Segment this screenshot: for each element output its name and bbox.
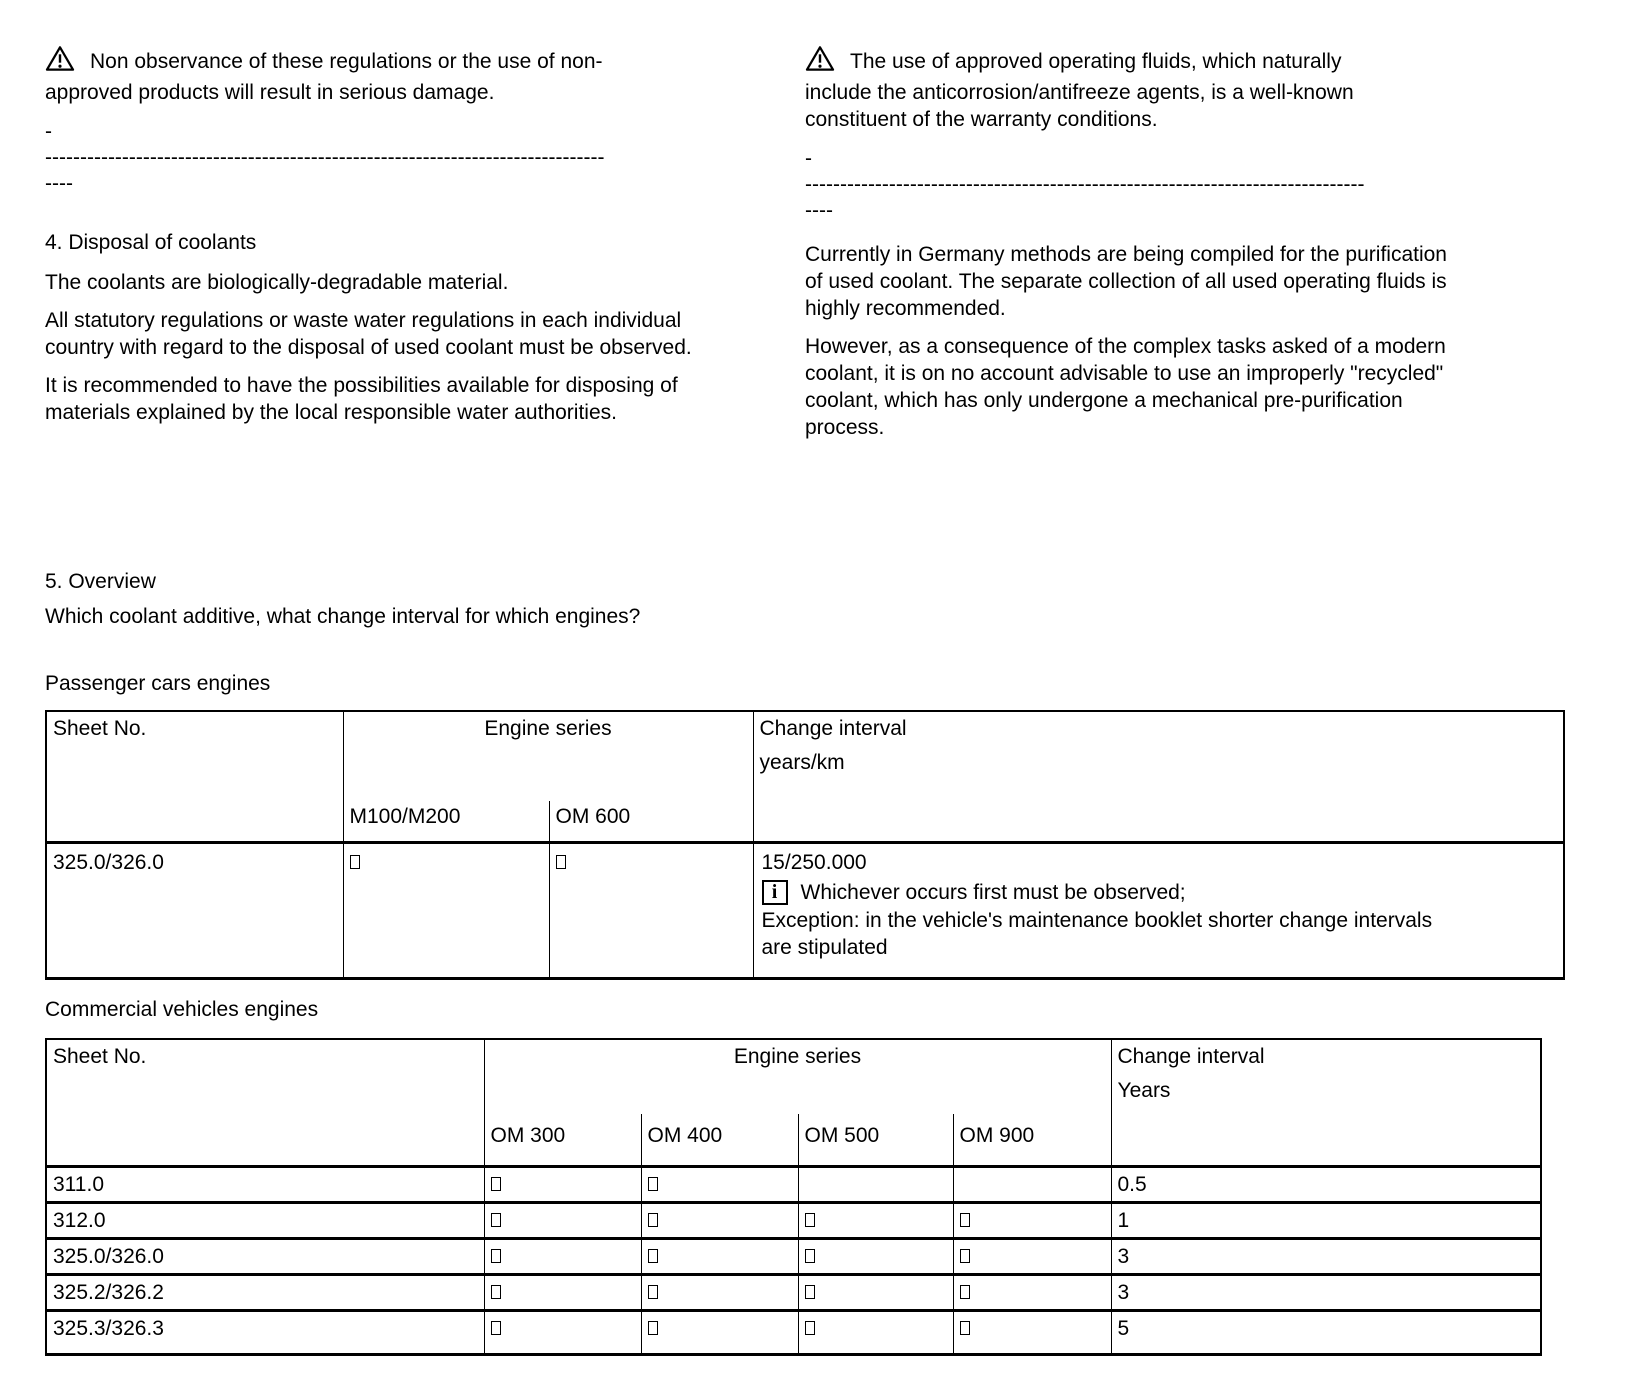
sheet-no-cell: 325.0/326.0 <box>46 1239 484 1275</box>
engine-applicable-cell <box>484 1311 641 1355</box>
change-interval-cell: 0.5 <box>1111 1167 1541 1203</box>
warning-text: The use of approved operating fluids, which naturally include the anticorrosion/antifreeze agents, is a well-known constituent of the warranty conditions. <box>805 50 1354 131</box>
passenger-table-title: Passenger cars engines <box>45 672 271 695</box>
paragraph: However, as a consequence of the complex tasks asked of a modern coolant, it is on no account advisable to use an improperly "recycled" coolant, which has only undergone a mechanical pre-purification process. <box>805 335 1446 439</box>
checkbox-icon <box>491 1177 501 1191</box>
engine-applicable-cell <box>953 1203 1111 1239</box>
header-engine-series: Engine series <box>343 711 753 801</box>
checkbox-icon <box>648 1213 658 1227</box>
change-interval-cell: 3 <box>1111 1239 1541 1275</box>
checkbox-icon <box>350 855 360 869</box>
subheader-engine-column: OM 400 <box>641 1114 798 1167</box>
change-interval-cell: 3 <box>1111 1275 1541 1311</box>
table-row <box>46 842 1564 978</box>
header-sheet-no: Sheet No. <box>46 711 343 842</box>
engine-applicable-cell <box>798 1203 953 1239</box>
subheader-engine-column: M100/M200 <box>349 805 461 829</box>
right-column <box>805 45 1465 568</box>
engine-applicable-cell <box>798 1167 953 1203</box>
checkbox-icon <box>556 855 566 869</box>
exception-text: Exception: in the vehicle's maintenance booklet shorter change intervals are stipulated <box>761 908 1433 959</box>
sheet-no-cell: 325.3/326.3 <box>46 1311 484 1355</box>
header-sheet-no: Sheet No. <box>46 1039 484 1167</box>
engine-applicable-cell <box>484 1167 641 1203</box>
sheet-no-cell: 325.0/326.0 <box>46 842 343 978</box>
header-change-interval <box>753 711 1564 842</box>
subheader-engine-column: OM 500 <box>798 1114 953 1167</box>
checkbox-icon <box>805 1321 815 1335</box>
change-interval-cell: 5 <box>1111 1311 1541 1355</box>
interval-value: 15/250.000 <box>761 850 867 874</box>
table-header-row <box>46 1039 1541 1114</box>
engine-applicable-cell <box>953 1167 1111 1203</box>
change-interval-unit: Years <box>1117 1078 1171 1102</box>
checkbox-icon <box>491 1285 501 1299</box>
overview-section-title: 5. Overview <box>45 570 156 593</box>
table-row <box>46 1275 1541 1311</box>
engine-applicable-cell <box>641 1311 798 1355</box>
subheader-engine-column: OM 900 <box>953 1114 1111 1167</box>
checkbox-icon <box>648 1249 658 1263</box>
warning-paragraph <box>45 45 637 106</box>
engine-applicable-cell <box>641 1275 798 1311</box>
header-change-interval <box>1111 1039 1541 1167</box>
engine-applicable-cell <box>798 1311 953 1355</box>
info-icon: i <box>762 880 788 905</box>
checkbox-icon <box>491 1249 501 1263</box>
left-column <box>45 45 705 568</box>
section-title: 4. Disposal of coolants <box>45 231 257 254</box>
warning-text: Non observance of these regulations or the use of non-approved products will result in serious damage. <box>45 50 603 104</box>
dash-separator-line: -------------------------------------------------------------------------------- <box>805 173 1365 196</box>
change-interval-cell: 1 <box>1111 1203 1541 1239</box>
change-interval-cell <box>753 842 1564 978</box>
paragraph: All statutory regulations or waste water regulations in each individual country with regard to the disposal of used coolant must be observed. <box>45 309 692 359</box>
table-row <box>46 1239 1541 1275</box>
header-engine-series: Engine series <box>484 1039 1111 1114</box>
engine-applicable-cell <box>484 1275 641 1311</box>
subheader-engine-column: OM 300 <box>490 1123 566 1147</box>
engine-applicable-cell <box>484 1239 641 1275</box>
commercial-engines-table <box>45 1038 1542 1357</box>
table-row <box>46 1311 1541 1355</box>
checkbox-icon <box>805 1285 815 1299</box>
change-interval-label: Change interval <box>1117 1044 1265 1068</box>
dash-separator-line: -------------------------------------------------------------------------------- <box>45 146 605 169</box>
checkbox-icon <box>491 1213 501 1227</box>
change-interval-unit: years/km <box>759 751 845 774</box>
table-row <box>46 1203 1541 1239</box>
dash-separator-short: ---- <box>805 199 833 222</box>
paragraph: The coolants are biologically-degradable material. <box>45 271 509 294</box>
dash-separator: - <box>45 120 52 143</box>
subheader-engine-column: OM 600 <box>549 801 753 842</box>
two-column-section <box>45 45 1632 568</box>
engine-applicable-cell <box>798 1275 953 1311</box>
info-note-line <box>762 879 1558 906</box>
engine-applicable-cell <box>953 1275 1111 1311</box>
engine-applicable-cell <box>641 1239 798 1275</box>
sheet-no-cell: 312.0 <box>46 1203 484 1239</box>
engine-applicable-cell <box>641 1203 798 1239</box>
info-note-text: Whichever occurs first must be observed; <box>800 880 1186 904</box>
sheet-no-cell: 325.2/326.2 <box>46 1275 484 1311</box>
table-row <box>46 1167 1541 1203</box>
warning-paragraph <box>805 45 1397 133</box>
table-header-row <box>46 711 1564 801</box>
warning-icon <box>45 45 75 79</box>
checkbox-icon <box>648 1321 658 1335</box>
sheet-no-cell: 311.0 <box>46 1167 484 1203</box>
dash-separator-short: ---- <box>45 172 73 195</box>
passenger-engines-table <box>45 710 1565 980</box>
paragraph: It is recommended to have the possibilities available for disposing of materials explained by the local responsible water authorities. <box>45 374 678 424</box>
checkbox-icon <box>648 1285 658 1299</box>
engine-applicable-cell <box>549 842 753 978</box>
checkbox-icon <box>960 1249 970 1263</box>
checkbox-icon <box>491 1321 501 1335</box>
commercial-table-title: Commercial vehicles engines <box>45 997 319 1021</box>
dash-separator: - <box>805 147 812 170</box>
engine-applicable-cell <box>484 1203 641 1239</box>
paragraph: Currently in Germany methods are being compiled for the purification of used coolant. The separate collection of all used operating fluids is highly recommended. <box>805 243 1447 320</box>
engine-applicable-cell <box>641 1167 798 1203</box>
change-interval-label: Change interval <box>759 717 907 740</box>
engine-applicable-cell <box>343 842 549 978</box>
engine-applicable-cell <box>953 1239 1111 1275</box>
checkbox-icon <box>960 1321 970 1335</box>
checkbox-icon <box>960 1213 970 1227</box>
checkbox-icon <box>805 1249 815 1263</box>
checkbox-icon <box>648 1177 658 1191</box>
checkbox-icon <box>960 1285 970 1299</box>
overview-question: Which coolant additive, what change interval for which engines? <box>45 605 641 628</box>
engine-applicable-cell <box>953 1311 1111 1355</box>
checkbox-icon <box>805 1213 815 1227</box>
warning-icon <box>805 45 835 79</box>
engine-applicable-cell <box>798 1239 953 1275</box>
